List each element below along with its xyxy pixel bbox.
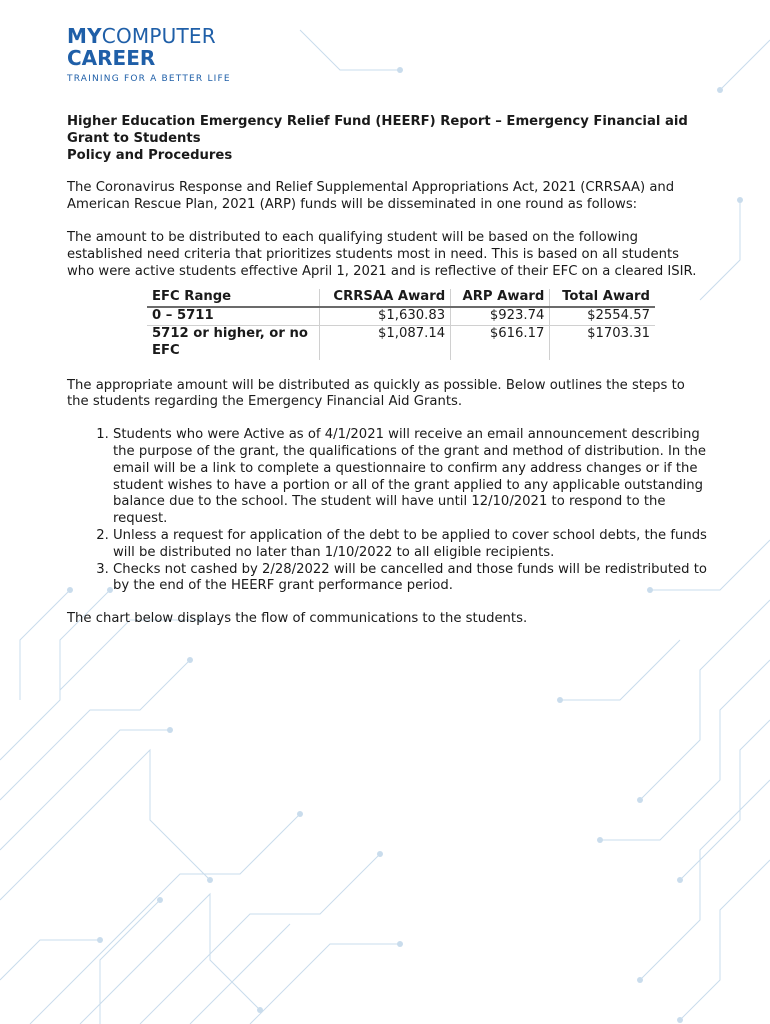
arp-award-cell: $616.17: [451, 325, 550, 359]
list-item: 3. Checks not cashed by 2/28/2022 will be cancelled and those funds will be redistributed to by the end of the HEERF grant performance period.: [113, 562, 707, 596]
table-row: [147, 325, 655, 359]
logo-computer: COMPUTER: [101, 24, 216, 48]
total-award-cell: $1703.31: [587, 325, 650, 341]
list-item: 2. Unless a request for application of the debt to be applied to cover school debts, the funds will be distributed no later than 1/10/2022 to all eligible recipients.: [113, 528, 707, 562]
header-arp-award: ARP Award: [451, 289, 550, 307]
header-total-award: Total Award: [550, 289, 655, 307]
arp-award-cell: $923.74: [451, 307, 550, 325]
table-header-row: [147, 289, 655, 307]
efc-award-table: [147, 289, 655, 359]
intro-paragraph: The Coronavirus Response and Relief Supplemental Appropriations Act, 2021 (CRRSAA) and American Rescue Plan, 2021 (ARP) funds will be disseminated in one round as follows:: [67, 180, 675, 213]
document-title: [67, 114, 707, 164]
title-line-2: Policy and Procedures: [67, 147, 233, 163]
efc-range-cell: 0 – 5711: [147, 307, 320, 325]
list-item: 1. Students who were Active as of 4/1/2021 will receive an email announcement describing the purpose of the grant, the qualifications of the grant and method of distribution. In the email will be a link to complete a questionnaire to confirm any address changes or if the student wishes to have a portion or all of the grant applied to any applicable outstanding balance due to the school. The student will have until 12/10/2021 to respond to the request.: [113, 427, 707, 528]
logo-my: MY: [67, 24, 102, 48]
crrsaa-award-cell: $1,087.14: [320, 325, 451, 359]
logo-career: CAREER: [67, 46, 156, 70]
table-row: [147, 307, 655, 325]
efc-range-cell: 5712 or higher, or no EFC: [147, 325, 320, 359]
crrsaa-award-cell: $1,630.83: [320, 307, 451, 325]
chart-note-paragraph: The chart below displays the flow of communications to the students.: [67, 611, 528, 627]
total-award-cell: $2554.57: [550, 307, 655, 325]
header-efc-range: EFC Range: [147, 289, 320, 307]
steps-intro-paragraph: The appropriate amount will be distributed as quickly as possible. Below outlines the steps to the students regarding the Emergency Financial Aid Grants.: [67, 377, 685, 410]
title-line-1: Higher Education Emergency Relief Fund (HEERF) Report – Emergency Financial aid Grant to Students: [67, 114, 688, 146]
logo-tagline: TRAINING FOR A BETTER LIFE: [67, 74, 231, 84]
document-body: [67, 114, 707, 628]
header-crrsaa-award: CRRSAA Award: [320, 289, 451, 307]
steps-list: [67, 427, 707, 595]
criteria-paragraph: The amount to be distributed to each qualifying student will be based on the following established need criteria that prioritizes students most in need. This is based on all students who were active students effective April 1, 2021 and is reflective of their EFC on a cleared ISIR.: [67, 229, 697, 279]
company-logo: [67, 25, 267, 85]
